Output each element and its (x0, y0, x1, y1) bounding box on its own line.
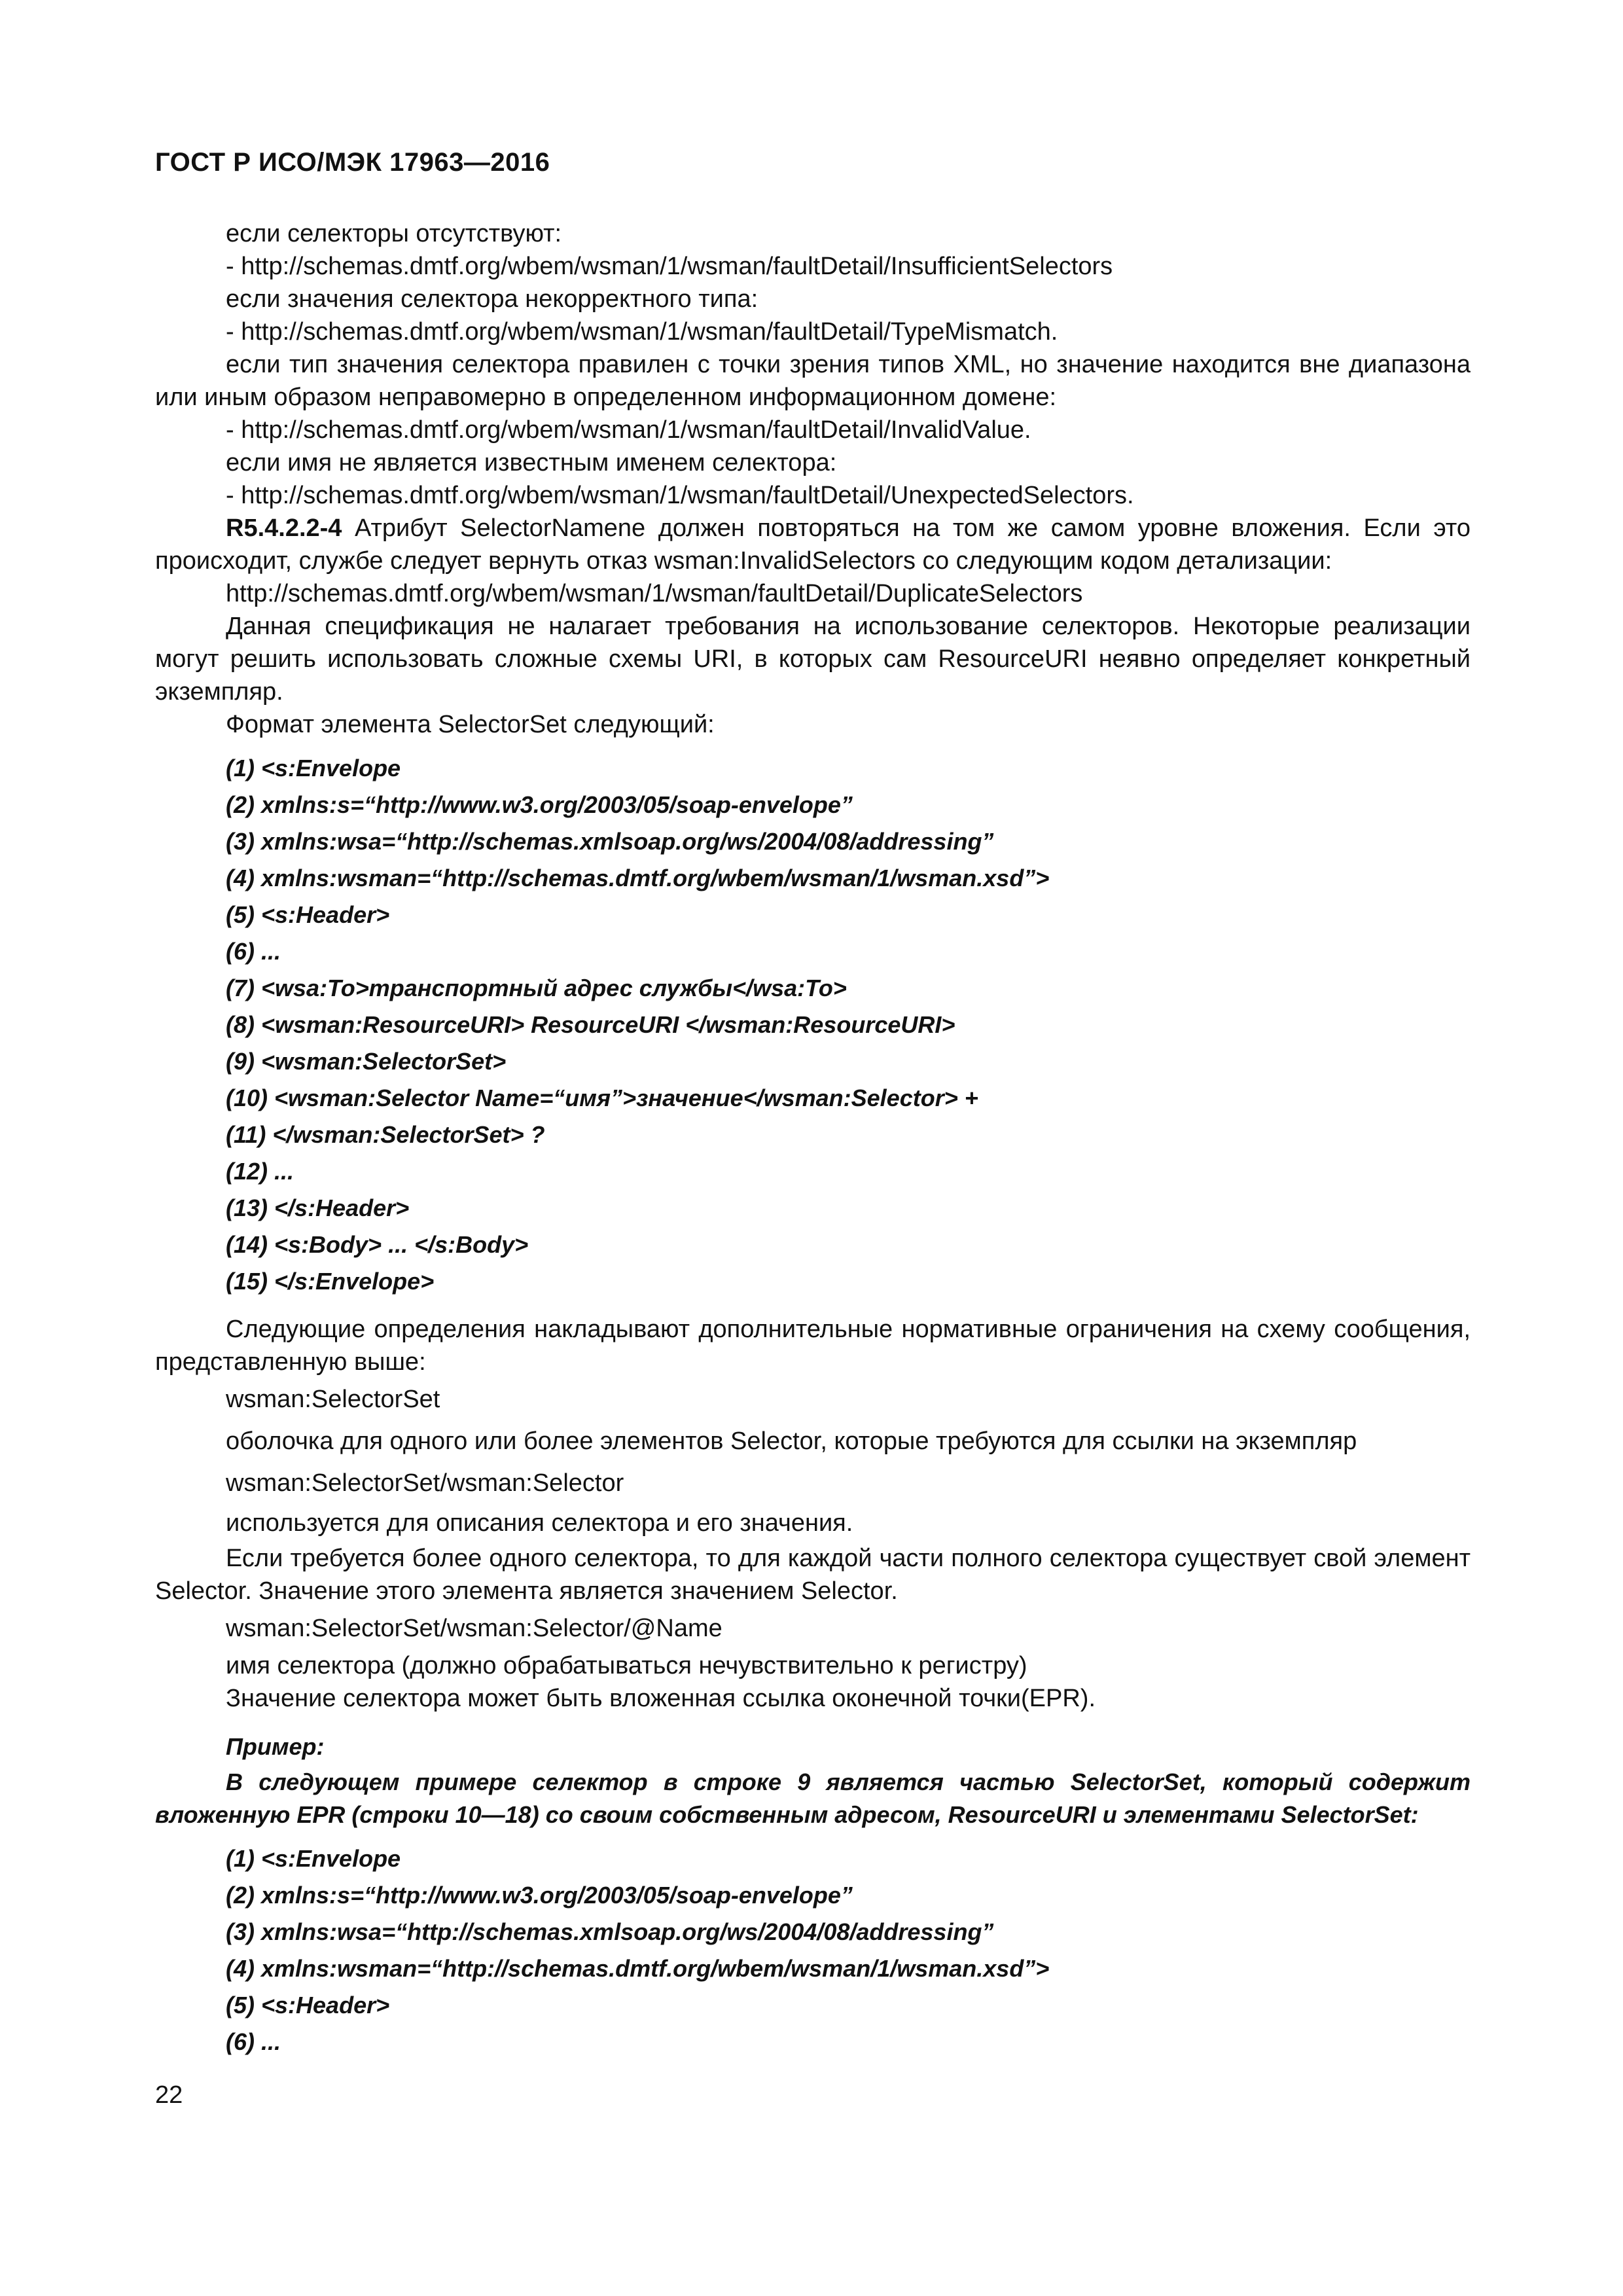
code-line: (4) xmlns:wsman=“http://schemas.dmtf.org/wbem/wsman/1/wsman.xsd”> (226, 865, 1050, 891)
code-line: (6) ... (226, 938, 281, 965)
definition-term: wsman:SelectorSet/wsman:Selector/@Name (226, 1615, 722, 1642)
code-line: (3) xmlns:wsa=“http://schemas.xmlsoap.org/ws/2004/08/addressing” (226, 828, 994, 855)
example-text: В следующем примере селектор в строке 9 является частью SelectorSet, который содержит вложенную EPR (строки 10—18) со своим собственным адресом, ResourceURI и элементами SelectorSet: (155, 1768, 1471, 1828)
example-label: Пример: (226, 1733, 325, 1760)
definition-term: wsman:SelectorSet/wsman:Selector (226, 1469, 624, 1497)
text-line: если значения селектора некорректного типа: (226, 285, 758, 313)
code-line: (1) <s:Envelope (226, 1845, 401, 1872)
text-line: если селекторы отсутствуют: (226, 220, 562, 247)
code-line: (8) <wsman:ResourceURI> ResourceURI </wsman:ResourceURI> (226, 1011, 955, 1038)
code-line: (3) xmlns:wsa=“http://schemas.xmlsoap.org/ws/2004/08/addressing” (226, 1918, 994, 1945)
code-listing-1 (155, 750, 1471, 1300)
definition-term: wsman:SelectorSet (226, 1386, 440, 1413)
fault-url: - http://schemas.dmtf.org/wbem/wsman/1/wsman/faultDetail/UnexpectedSelectors. (226, 482, 1134, 509)
paragraph: если тип значения селектора правилен с точки зрения типов XML, но значение находится вне диапазона или иным образом неправомерно в определенном информационном домене: (155, 351, 1471, 411)
code-line: (13) </s:Header> (226, 1194, 410, 1221)
definition-text: имя селектора (должно обрабатываться нечувствительно к регистру) (226, 1652, 1027, 1679)
definition-text: оболочка для одного или более элементов Selector, которые требуются для ссылки на экземпляр (226, 1427, 1357, 1455)
code-line: (2) xmlns:s=“http://www.w3.org/2003/05/soap-envelope” (226, 791, 853, 818)
definition-text: Значение селектора может быть вложенная ссылка оконечной точки(EPR). (226, 1685, 1096, 1712)
code-line: (5) <s:Header> (226, 1992, 390, 2018)
page-number: 22 (155, 2081, 183, 2109)
paragraph: Данная спецификация не налагает требования на использование селекторов. Некоторые реализации могут решить использовать сложные схемы URI, в которых сам ResourceURI неявно определяет конкретный экземпляр. (155, 613, 1471, 706)
code-line: (5) <s:Header> (226, 901, 390, 928)
code-line: (15) </s:Envelope> (226, 1268, 435, 1295)
paragraph: Следующие определения накладывают дополнительные нормативные ограничения на схему сообщения, представленную выше: (155, 1316, 1471, 1376)
code-line: (10) <wsman:Selector Name=“имя”>значение</wsman:Selector> + (226, 1085, 978, 1111)
paragraph: Формат элемента SelectorSet следующий: (226, 711, 715, 738)
definition-text: используется для описания селектора и его значения. (226, 1509, 853, 1537)
requirement-text: Атрибут SelectorNamene должен повторяться на том же самом уровне вложения. Если это происходит, службе следует вернуть отказ wsman:InvalidSelectors со следующим кодом детализации: (155, 514, 1471, 575)
code-line: (4) xmlns:wsman=“http://schemas.dmtf.org/wbem/wsman/1/wsman.xsd”> (226, 1955, 1050, 1982)
requirement-label: R5.4.2.2-4 (226, 514, 342, 542)
text-line: если имя не является известным именем селектора: (226, 449, 837, 476)
code-line: (12) ... (226, 1158, 294, 1185)
code-line: (14) <s:Body> ... </s:Body> (226, 1231, 529, 1258)
fault-url: - http://schemas.dmtf.org/wbem/wsman/1/wsman/faultDetail/TypeMismatch. (226, 318, 1058, 346)
page-body (155, 217, 1471, 2060)
code-line: (9) <wsman:SelectorSet> (226, 1048, 507, 1075)
fault-url: - http://schemas.dmtf.org/wbem/wsman/1/wsman/faultDetail/InvalidValue. (226, 416, 1031, 444)
definition-text: Если требуется более одного селектора, то для каждой части полного селектора существует свой элемент Selector. Значение этого элемента является значением Selector. (155, 1545, 1471, 1605)
fault-url: - http://schemas.dmtf.org/wbem/wsman/1/wsman/faultDetail/InsufficientSelectors (226, 253, 1113, 280)
code-line: (7) <wsa:To>транспортный адрес службы</wsa:To> (226, 975, 847, 1001)
code-line: (11) </wsman:SelectorSet> ? (226, 1121, 545, 1148)
fault-url: http://schemas.dmtf.org/wbem/wsman/1/wsman/faultDetail/DuplicateSelectors (226, 580, 1083, 607)
code-listing-2 (155, 1840, 1471, 2060)
requirement-paragraph (155, 512, 1471, 577)
code-line: (2) xmlns:s=“http://www.w3.org/2003/05/soap-envelope” (226, 1882, 853, 1909)
code-line: (1) <s:Envelope (226, 755, 401, 781)
document-header: ГОСТ Р ИСО/МЭК 17963—2016 (155, 148, 550, 177)
code-line: (6) ... (226, 2028, 281, 2055)
